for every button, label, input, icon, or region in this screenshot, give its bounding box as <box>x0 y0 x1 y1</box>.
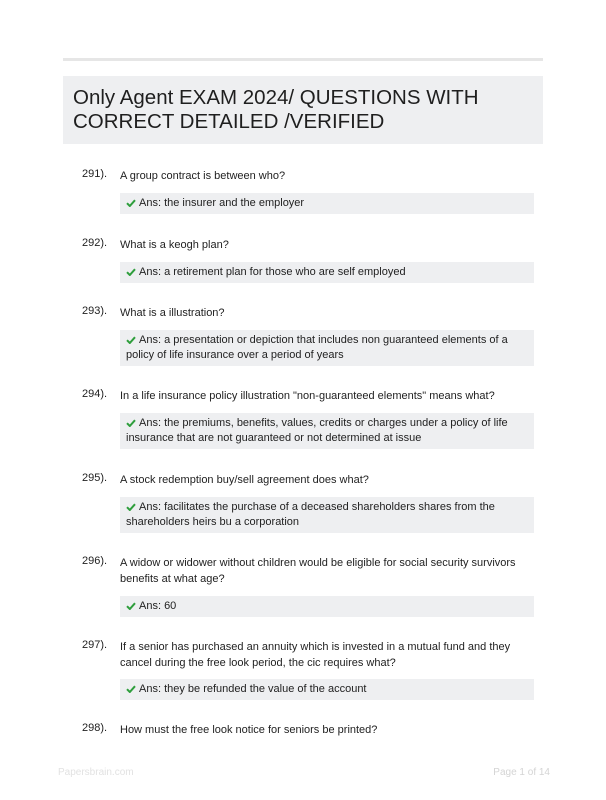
question-number: 297). <box>82 639 108 651</box>
question-text: A widow or widower without children would be eligible for social security survivors benefits at what age? <box>120 557 516 585</box>
check-icon <box>126 503 136 511</box>
title-banner <box>63 76 543 144</box>
question-text: How must the free look notice for seniors be printed? <box>120 724 378 736</box>
answer-text: Ans: the premiums, benefits, values, credits or charges under a policy of life insurance that are not guaranteed or not determined at issue <box>126 417 508 444</box>
question-text: If a senior has purchased an annuity which is invested in a mutual fund and they cancel during the free look period, the cic requires what? <box>120 641 511 669</box>
page-number: Page 1 of 14 <box>493 767 550 778</box>
answer-box <box>120 262 534 283</box>
check-icon <box>126 602 136 610</box>
question-text: A group contract is between who? <box>120 170 286 182</box>
question-number: 295). <box>82 472 108 484</box>
question-number: 298). <box>82 722 108 734</box>
answer-box <box>120 413 534 449</box>
question-number: 294). <box>82 388 108 400</box>
check-icon <box>126 268 136 276</box>
footer-watermark: Papersbrain.com <box>58 767 134 778</box>
answer-box <box>120 679 534 700</box>
answer-text: Ans: a presentation or depiction that includes non guaranteed elements of a policy of life insurance over a period of years <box>126 334 508 361</box>
top-divider <box>63 58 543 61</box>
check-icon <box>126 419 136 427</box>
question-text: In a life insurance policy illustration "non-guaranteed elements" means what? <box>120 390 495 402</box>
answer-box <box>120 497 534 533</box>
question-number: 291). <box>82 168 108 180</box>
answer-text: Ans: 60 <box>139 600 177 612</box>
question-number: 292). <box>82 237 108 249</box>
question-number: 293). <box>82 305 108 317</box>
answer-box <box>120 193 534 214</box>
question-number: 296). <box>82 555 108 567</box>
answer-text: Ans: a retirement plan for those who are self employed <box>139 266 406 278</box>
answer-box <box>120 596 534 617</box>
question-text: What is a keogh plan? <box>120 239 229 251</box>
document-title: Only Agent EXAM 2024/ QUESTIONS WITH CORRECT DETAILED /VERIFIED <box>73 86 479 133</box>
answer-text: Ans: facilitates the purchase of a deceased shareholders shares from the shareholders heirs bu a corporation <box>126 501 495 528</box>
question-text: A stock redemption buy/sell agreement does what? <box>120 474 369 486</box>
check-icon <box>126 685 136 693</box>
check-icon <box>126 336 136 344</box>
check-icon <box>126 199 136 207</box>
answer-text: Ans: the insurer and the employer <box>139 197 305 209</box>
answer-box <box>120 330 534 366</box>
answer-text: Ans: they be refunded the value of the account <box>139 683 367 695</box>
question-text: What is a illustration? <box>120 307 225 319</box>
